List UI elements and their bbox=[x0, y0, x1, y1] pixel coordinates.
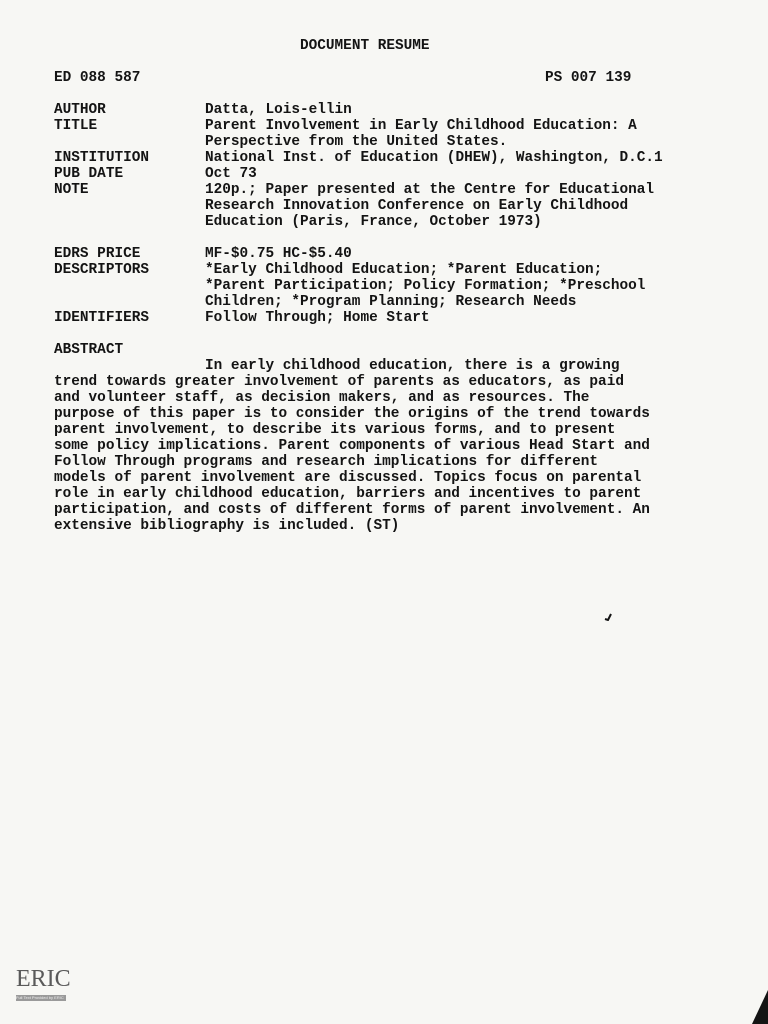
edrs-price-label: EDRS PRICE bbox=[54, 246, 141, 262]
descriptors-value-line3: Children; *Program Planning; Research Needs bbox=[205, 294, 577, 310]
abstract-line: trend towards greater involvement of parents as educators, as paid bbox=[54, 374, 624, 390]
abstract-line: parent involvement, to describe its various forms, and to present bbox=[54, 422, 616, 438]
note-value-line1: 120p.; Paper presented at the Centre for Educational bbox=[205, 182, 655, 198]
eric-logo-text: ERIC bbox=[16, 966, 71, 992]
abstract-line: Follow Through programs and research implications for different bbox=[54, 454, 599, 470]
ed-number: ED 088 587 bbox=[54, 70, 141, 86]
title-value-line1: Parent Involvement in Early Childhood Education: A bbox=[205, 118, 637, 134]
abstract-label: ABSTRACT bbox=[54, 342, 124, 358]
note-label: NOTE bbox=[54, 182, 89, 198]
identifiers-label: IDENTIFIERS bbox=[54, 310, 149, 326]
pub-date-value: Oct 73 bbox=[205, 166, 257, 182]
institution-value: National Inst. of Education (DHEW), Washington, D.C.1 bbox=[205, 150, 663, 166]
pub-date-label: PUB DATE bbox=[54, 166, 124, 182]
document-title: DOCUMENT RESUME bbox=[300, 38, 430, 54]
page-corner-mark bbox=[748, 990, 768, 1024]
edrs-price-value: MF-$0.75 HC-$5.40 bbox=[205, 246, 352, 262]
descriptors-label: DESCRIPTORS bbox=[54, 262, 149, 278]
title-label: TITLE bbox=[54, 118, 98, 134]
abstract-line: participation, and costs of different forms of parent involvement. An bbox=[54, 502, 650, 518]
note-value-line3: Education (Paris, France, October 1973) bbox=[205, 214, 542, 230]
abstract-line: and volunteer staff, as decision makers, and as resources. The bbox=[54, 390, 590, 406]
title-value-line2: Perspective from the United States. bbox=[205, 134, 508, 150]
descriptors-value-line2: *Parent Participation; Policy Formation; *Preschool bbox=[205, 278, 646, 294]
abstract-line: some policy implications. Parent components of various Head Start and bbox=[54, 438, 650, 454]
author-value: Datta, Lois-ellin bbox=[205, 102, 352, 118]
identifiers-value: Follow Through; Home Start bbox=[205, 310, 430, 326]
eric-logo bbox=[14, 966, 70, 1010]
eric-logo-subtext: Full Text Provided by ERIC bbox=[16, 995, 66, 1001]
abstract-line: models of parent involvement are discussed. Topics focus on parental bbox=[54, 470, 642, 486]
institution-label: INSTITUTION bbox=[54, 150, 149, 166]
descriptors-value-line1: *Early Childhood Education; *Parent Education; bbox=[205, 262, 603, 278]
abstract-line: In early childhood education, there is a growing bbox=[205, 358, 620, 374]
abstract-line: purpose of this paper is to consider the origins of the trend towards bbox=[54, 406, 650, 422]
author-label: AUTHOR bbox=[54, 102, 106, 118]
note-value-line2: Research Innovation Conference on Early Childhood bbox=[205, 198, 629, 214]
ink-mark bbox=[604, 613, 612, 621]
abstract-line: role in early childhood education, barriers and incentives to parent bbox=[54, 486, 642, 502]
abstract-line: extensive bibliography is included. (ST) bbox=[54, 518, 400, 534]
ps-number: PS 007 139 bbox=[545, 70, 632, 86]
